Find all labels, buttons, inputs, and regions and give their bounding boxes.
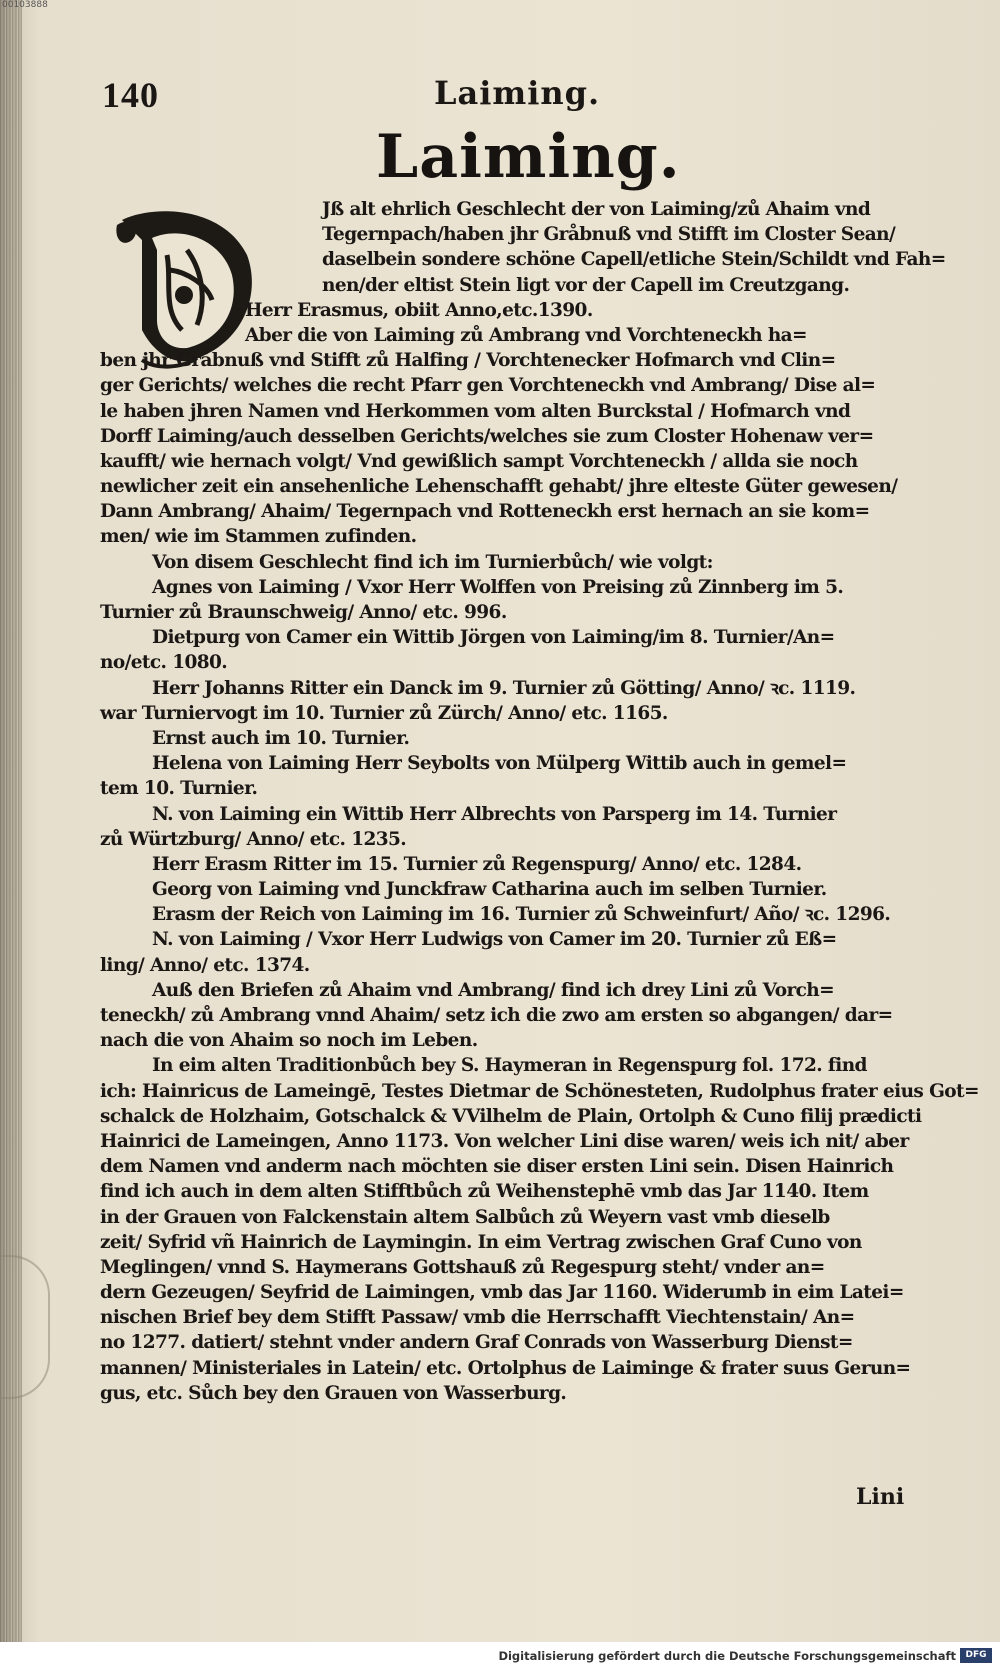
text-line: N. von Laiming ein Wittib Herr Albrechts von Parsperg im 14. Turnier — [152, 803, 837, 825]
funding-credit: Digitalisierung gefördert durch die Deutsche Forschungsgemeinschaft — [498, 1649, 956, 1663]
page-number: 140 — [102, 75, 159, 115]
text-line: daselbein sondere schöne Capell/etliche Stein/Schildt vnd Fah= — [322, 249, 946, 271]
text-line: nen/der eltist Stein ligt vor der Capell im Creutzgang. — [322, 274, 850, 296]
text-line: dern Gezeugen/ Seyfrid de Laimingen, vmb das Jar 1160. Widerumb in eim Latei= — [100, 1282, 904, 1304]
text-line: men/ wie im Stammen zufinden. — [100, 526, 417, 548]
text-line: Agnes von Laiming / Vxor Herr Wolffen von Preising zů Zinnberg im 5. — [152, 576, 844, 598]
text-line: Dietpurg von Camer ein Wittib Jörgen von Laiming/im 8. Turnier/An= — [152, 627, 835, 649]
text-line: Jß alt ehrlich Geschlecht der von Laiming/zů Ahaim vnd — [322, 199, 871, 220]
text-line: Meglingen/ vnnd S. Haymerans Gottshauß zů Regespurg steht/ vnder an= — [100, 1256, 825, 1278]
text-line: Ernst auch im 10. Turnier. — [152, 727, 410, 749]
running-head: Laiming. — [434, 74, 601, 112]
text-line: ich: Hainricus de Lameingē, Testes Dietmar de Schönesteten, Rudolphus frater eius Got= — [100, 1080, 979, 1102]
text-line: N. von Laiming / Vxor Herr Ludwigs von Camer im 20. Turnier zů Eß= — [152, 929, 837, 951]
text-line: Turnier zů Braunschweig/ Anno/ etc. 996. — [100, 602, 507, 623]
text-line: ben jhr Gråbnuß vnd Stifft zů Halfing / Vorchtenecker Hofmarch vnd Clin= — [100, 350, 836, 372]
text-line: Aber die von Laiming zů Ambrang vnd Vorchteneckh ha= — [245, 324, 807, 346]
text-line: Herr Erasm Ritter im 15. Turnier zů Regenspurg/ Anno/ etc. 1284. — [152, 853, 802, 875]
dfg-logo-icon: DFG — [960, 1648, 992, 1663]
text-line: Herr Erasmus, obiit Anno,etc.1390. — [245, 299, 593, 321]
text-line: Helena von Laiming Herr Seybolts von Mülperg Wittib auch in gemel= — [152, 753, 847, 775]
text-line: kaufft/ wie hernach volgt/ Vnd gewißlich sampt Vorchteneckh / allda sie noch — [100, 450, 858, 472]
text-line: Auß den Briefen zů Ahaim vnd Ambrang/ find ich drey Lini zů Vorch= — [152, 979, 835, 1001]
text-line: newlicher zeit ein ansehenliche Lehenschafft gehabt/ jhre elteste Güter gewesen/ — [100, 476, 898, 498]
text-line: zeit/ Syfrid vñ Hainrich de Laymingin. In eim Vertrag zwischen Graf Cuno von — [100, 1231, 862, 1253]
text-line: Dorff Laiming/auch desselben Gerichts/welches sie zum Closter Hohenaw ver= — [100, 425, 874, 447]
text-line: dem Namen vnd anderm nach möchten sie diser ersten Lini sein. Disen Hainrich — [100, 1156, 894, 1178]
catchword: Lini — [856, 1484, 905, 1510]
text-line: find ich auch in dem alten Stifftbůch zů Weihenstephē vmb das Jar 1140. Item — [100, 1181, 869, 1203]
text-line: Herr Johanns Ritter ein Danck im 9. Turnier zů Götting/ Anno/ ꝛc. 1119. — [152, 677, 856, 699]
text-line: teneckh/ zů Ambrang vnnd Ahaim/ setz ich die zwo am ersten so abgangen/ dar= — [100, 1005, 893, 1026]
text-line: Tegernpach/haben jhr Gråbnuß vnd Stifft im Closter Sean/ — [322, 224, 896, 246]
text-line: Dann Ambrang/ Ahaim/ Tegernpach vnd Rotteneckh erst hernach an sie kom= — [100, 501, 870, 523]
chapter-title: Laiming. — [376, 122, 681, 192]
text-line: gus, etc. Sůch bey den Grauen von Wasserburg. — [100, 1382, 567, 1404]
text-line: in der Grauen von Falckenstain altem Salbůch zů Weyern vast vmb dieselb — [100, 1206, 830, 1228]
text-line: Hainrici de Lameingen, Anno 1173. Von welcher Lini dise waren/ weis ich nit/ aber — [100, 1130, 909, 1152]
text-line: nischen Brief bey dem Stifft Passaw/ vmb die Herrschafft Viechtenstain/ An= — [100, 1307, 855, 1329]
digitization-footer — [0, 1642, 1000, 1670]
text-line: ger Gerichts/ welches die recht Pfarr gen Vorchteneckh vnd Ambrang/ Dise al= — [100, 375, 876, 397]
book-page — [24, 22, 984, 1637]
body-text — [100, 197, 979, 1406]
text-line: tem 10. Turnier. — [100, 778, 258, 800]
text-line: Erasm der Reich von Laiming im 16. Turnier zů Schweinfurt/ Año/ ꝛc. 1296. — [152, 904, 891, 926]
text-line: ling/ Anno/ etc. 1374. — [100, 954, 310, 976]
text-line: schalck de Holzhaim, Gotschalck & VVilhelm de Plain, Ortolph & Cuno filij prædicti — [100, 1105, 922, 1127]
text-line: le haben jhren Namen vnd Herkommen vom alten Burckstal / Hofmarch vnd — [100, 400, 851, 422]
text-line: In eim alten Traditionbůch bey S. Haymeran in Regenspurg fol. 172. find — [152, 1055, 867, 1077]
text-line: war Turniervogt im 10. Turnier zů Zürch/ Anno/ etc. 1165. — [100, 702, 668, 724]
text-line: nach die von Ahaim so noch im Leben. — [100, 1030, 478, 1052]
text-line: no 1277. datiert/ stehnt vnder andern Graf Conrads von Wasserburg Dienst= — [100, 1332, 853, 1354]
archive-id: 00103888 — [2, 0, 48, 10]
text-line: zů Würtzburg/ Anno/ etc. 1235. — [100, 828, 407, 850]
text-line: Von disem Geschlecht find ich im Turnierbůch/ wie volgt: — [152, 551, 713, 573]
text-line: Georg von Laiming vnd Junckfraw Catharina auch im selben Turnier. — [152, 879, 827, 901]
text-line: mannen/ Ministeriales in Latein/ etc. Ortolphus de Laiminge & frater suus Gerun= — [100, 1357, 911, 1379]
text-line: no/etc. 1080. — [100, 652, 228, 674]
